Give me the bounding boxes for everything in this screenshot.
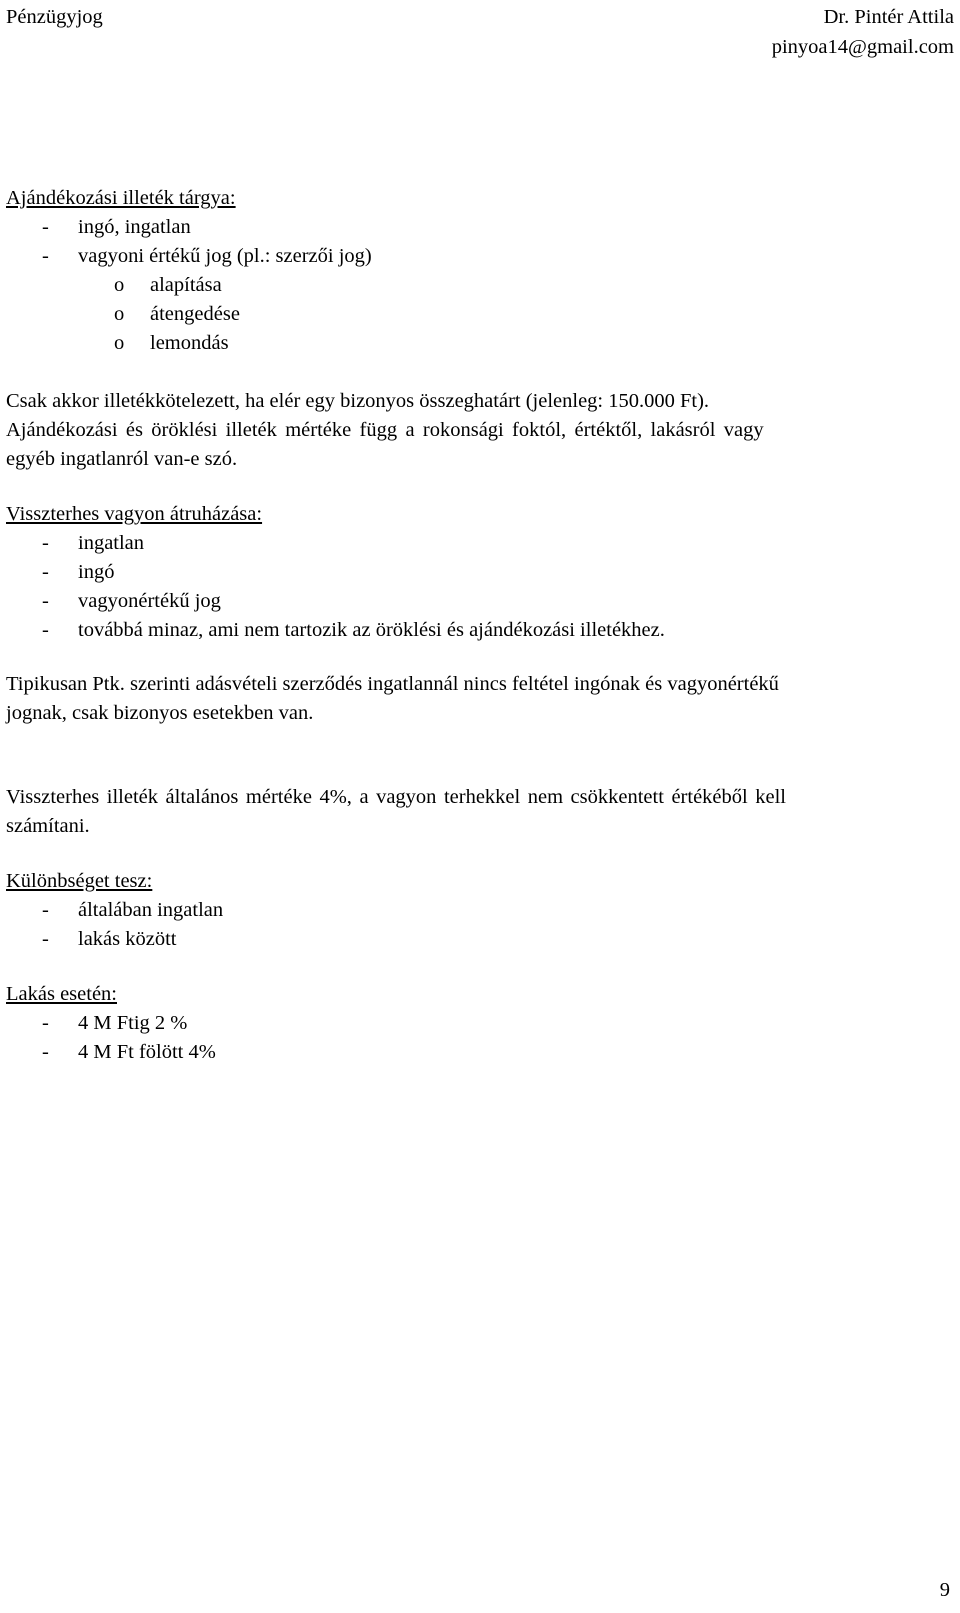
- paragraph-line: Csak akkor illetékkötelezett, ha elér egy bizonyos összeghatárt (jelenleg: 150.000 Ft).: [6, 390, 710, 412]
- section-apartment: [6, 980, 953, 1067]
- list-item: - vagyoni értékű jog (pl.: szerzői jog): [42, 245, 372, 267]
- paragraph-line: Ajándékozási és öröklési illeték mértéke függ a rokonsági foktól, értéktől, lakásról vagy: [6, 419, 764, 441]
- paragraph-line: Visszterhes illeték általános mértéke 4%, a vagyon terhekkel nem csökkentett értékéből kell: [6, 786, 786, 808]
- header-course-title: Pénzügyjog: [6, 6, 103, 28]
- header-author-email: pinyoa14@gmail.com: [771, 36, 954, 58]
- list-item: - ingó, ingatlan: [42, 216, 191, 238]
- section-distinction: [6, 867, 953, 954]
- section-onerous-transfer: [6, 500, 953, 645]
- list-item: - ingatlan: [42, 532, 145, 554]
- list-item: - vagyonértékű jog: [42, 590, 221, 612]
- list-item: - ingó: [42, 561, 115, 583]
- paragraph-line: egyéb ingatlanról van-e szó.: [6, 448, 238, 470]
- paragraph-line: jognak, csak bizonyos esetekben van.: [6, 702, 314, 724]
- header-author-block: [772, 2, 954, 62]
- list-item: - lakás között: [42, 928, 177, 950]
- section-heading: Lakás esetén:: [6, 983, 117, 1005]
- section-gift-duty: [6, 184, 953, 358]
- sub-list-item: o lemondás: [114, 332, 229, 354]
- sub-list-item: o átengedése: [114, 303, 240, 325]
- paragraph-line: számítani.: [6, 815, 90, 837]
- section-heading: Különbséget tesz:: [6, 870, 153, 892]
- paragraph-gift-threshold: [6, 387, 953, 474]
- page-number: 9: [939, 1579, 950, 1601]
- paragraph-line: Tipikusan Ptk. szerinti adásvételi szerződés ingatlannál nincs feltétel ingónak és vagyonértékű: [6, 673, 779, 695]
- list-item: - továbbá minaz, ami nem tartozik az öröklési és ajándékozási illetékhez.: [42, 619, 665, 641]
- header-author-name: Dr. Pintér Attila: [823, 6, 954, 28]
- paragraph-sale-contract: [6, 670, 953, 728]
- list-item: - 4 M Ftig 2 %: [42, 1012, 188, 1034]
- list-item: - általában ingatlan: [42, 899, 224, 921]
- section-heading: Visszterhes vagyon átruházása:: [6, 503, 263, 525]
- paragraph-duty-rate: [6, 783, 953, 841]
- sub-list-item: o alapítása: [114, 274, 222, 296]
- list-item: - 4 M Ft fölött 4%: [42, 1041, 216, 1063]
- section-heading: Ajándékozási illeték tárgya:: [6, 187, 236, 209]
